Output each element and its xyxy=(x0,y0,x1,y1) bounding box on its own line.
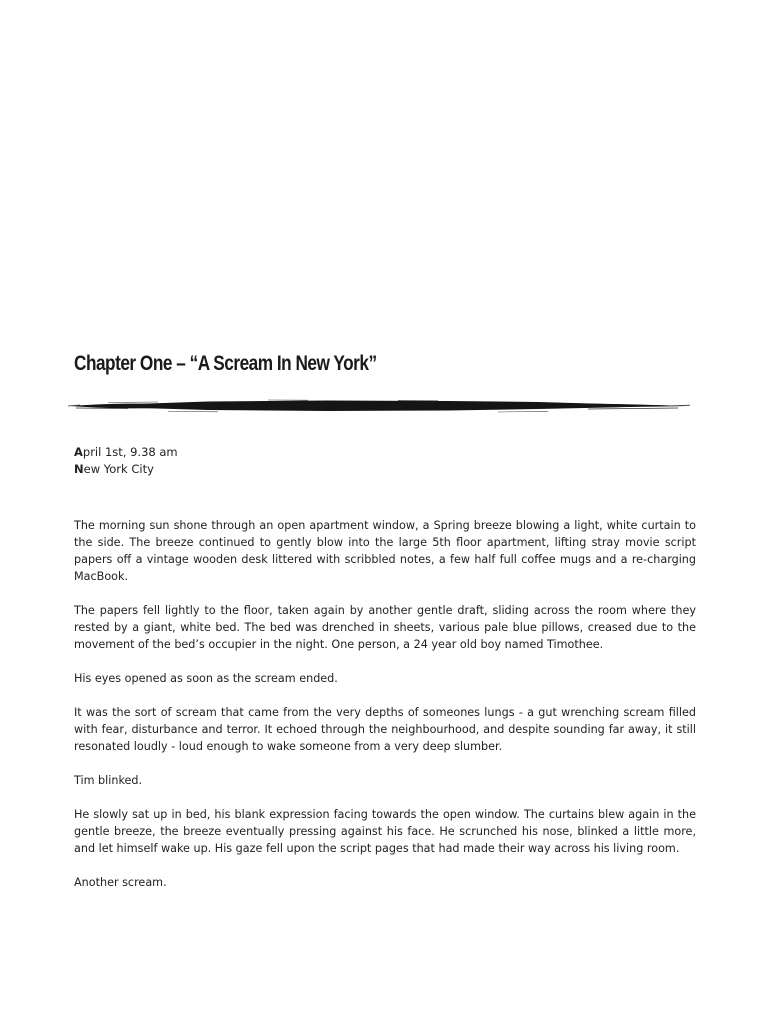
paragraph: The morning sun shone through an open apartment window, a Spring breeze blowing a light, white curtain to the side. The breeze continued to gently blow into the large 5th floor apartment, lifting stray movie script papers off a vintage wooden desk littered with scribbled notes, a few half full coffee mugs and a re-charging MacBook. xyxy=(74,519,696,583)
location-initial: N xyxy=(74,462,84,476)
date-initial: A xyxy=(74,445,83,459)
location-line xyxy=(74,461,178,478)
paragraph: His eyes opened as soon as the scream ended. xyxy=(74,672,338,685)
chapter-title: Chapter One – “A Scream In New York” xyxy=(74,352,377,375)
paragraph: Tim blinked. xyxy=(74,774,143,787)
brush-stroke-divider xyxy=(68,396,690,416)
chapter-body xyxy=(74,517,696,908)
location-text: ew York City xyxy=(83,462,154,476)
date-text: pril 1st, 9.38 am xyxy=(82,445,178,459)
paragraph: The papers fell lightly to the floor, taken again by another gentle draft, sliding across the room where they rested by a giant, white bed. The bed was drenched in sheets, various pale blue pillows, creased due to the movement of the bed’s occupier in the night. One person, a 24 year old boy named Timothee. xyxy=(74,604,696,651)
paragraph: He slowly sat up in bed, his blank expression facing towards the open window. The curtains blew again in the gentle breeze, the breeze eventually pressing against his face. He scrunched his nose, blinked a little more, and let himself wake up. His gaze fell upon the script pages that had made their way across his living room. xyxy=(74,808,696,855)
dateline xyxy=(74,444,178,478)
paragraph: It was the sort of scream that came from the very depths of someones lungs - a gut wrenching scream filled with fear, disturbance and terror. It echoed through the neighbourhood, and despite sounding far away, it still resonated loudly - loud enough to wake someone from a very deep slumber. xyxy=(74,706,696,753)
paragraph: Another scream. xyxy=(74,876,167,889)
date-time-line xyxy=(74,444,178,461)
